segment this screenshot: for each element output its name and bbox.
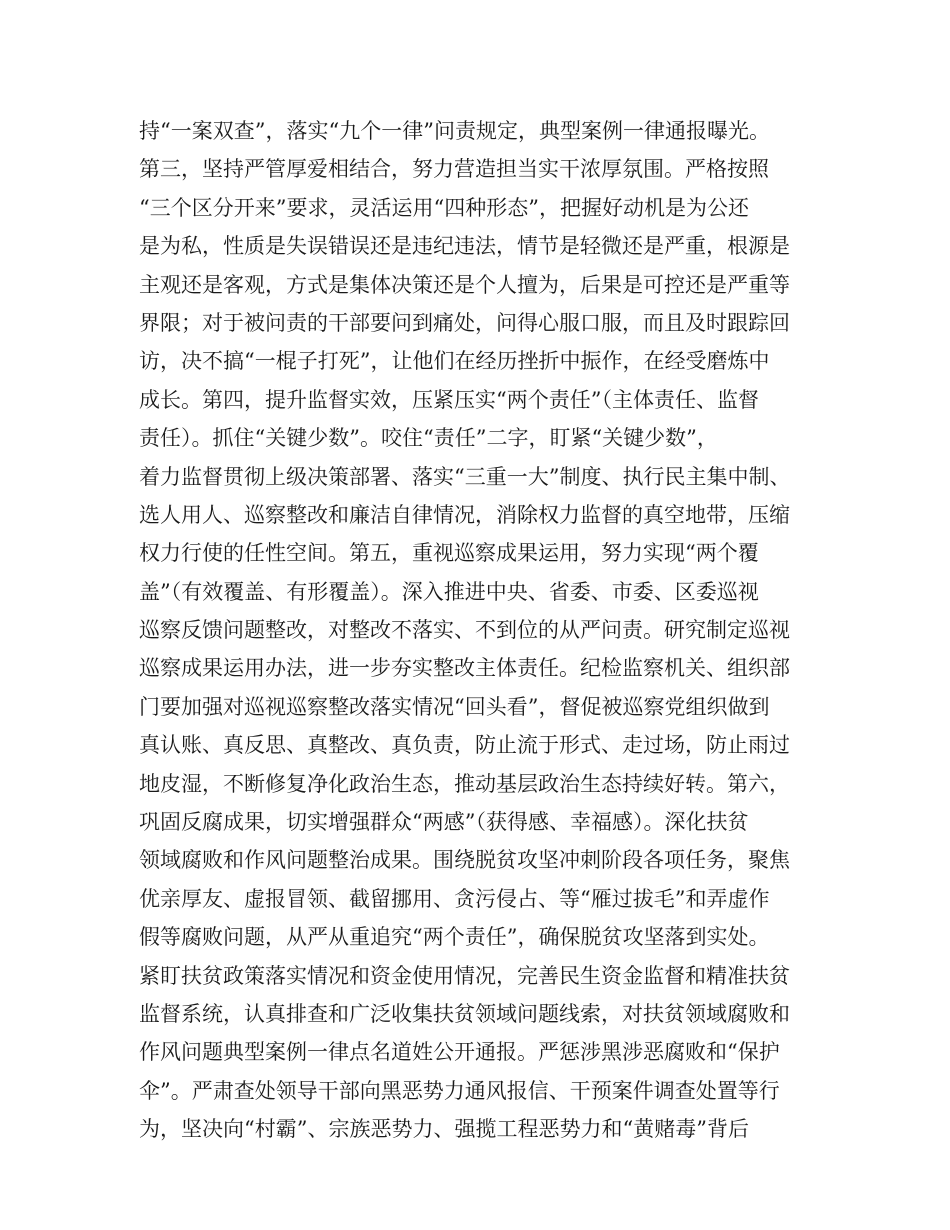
text-line: 为，坚决向“村霸”、宗族恶势力、强揽工程恶势力和“黄赌毒”背后 [139,1117,749,1142]
text-line: 主观还是客观，方式是集体决策还是个人擅为，后果是可控还是严重等 [139,272,790,297]
text-line: 成长。第四，提升监督实效，压紧压实“两个责任”（主体责任、监督 [139,387,759,412]
text-line: 门要加强对巡视巡察整改落实情况“回头看”，督促被巡察党组织做到 [139,694,770,719]
text-line: 作风问题典型案例一律点名道姓公开通报。严惩涉黑涉恶腐败和“保护 [139,1040,780,1065]
text-line: 紧盯扶贫政策落实情况和资金使用情况，完善民生资金监督和精准扶贫 [139,963,790,988]
text-line: 巡察反馈问题整改，对整改不落实、不到位的从严问责。研究制定巡视 [139,618,790,643]
text-line: 界限；对于被问责的干部要问到痛处，问得心服口服，而且及时跟踪回 [139,310,790,335]
text-line: 真认账、真反思、真整改、真负责，防止流于形式、走过场，防止雨过 [139,733,790,758]
text-line: “三个区分开来”要求，灵活运用“四种形态”，把握好动机是为公还 [139,195,749,220]
body-text [139,112,839,1149]
text-line: 访，决不搞“一棍子打死”，让他们在经历挫折中振作，在经受磨炼中 [139,349,770,374]
text-line: 着力监督贯彻上级决策部署、落实“三重一大”制度、执行民主集中制、 [139,464,791,489]
text-line: 优亲厚友、虚报冒领、截留挪用、贪污侵占、等“雁过拔毛”和弄虚作 [139,886,770,911]
text-line: 盖”（有效覆盖、有形覆盖）。深入推进中央、省委、市委、区委巡视 [139,579,759,604]
text-line: 权力行使的任性空间。第五，重视巡察成果运用，努力实现“两个覆 [139,541,759,566]
text-line: 选人用人、巡察整改和廉洁自律情况，消除权力监督的真空地带，压缩 [139,502,790,527]
text-line: 第三，坚持严管厚爱相结合，努力营造担当实干浓厚氛围。严格按照 [139,157,769,182]
text-line: 伞”。严肃查处领导干部向黑恶势力通风报信、干预案件调查处置等行 [139,1078,780,1103]
text-line: 是为私，性质是失误错误还是违纪违法，情节是轻微还是严重，根源是 [139,234,790,259]
text-line: 持“一案双查”，落实“九个一律”问责规定，典型案例一律通报曝光。 [139,119,770,143]
text-line: 领域腐败和作风问题整治成果。围绕脱贫攻坚冲刺阶段各项任务，聚焦 [139,848,790,873]
text-line: 巡察成果运用办法，进一步夯实整改主体责任。纪检监察机关、组织部 [139,656,790,681]
text-line: 假等腐败问题，从严从重追究“两个责任”，确保脱贫攻坚落到实处。 [139,925,770,950]
text-line: 监督系统，认真排查和广泛收集扶贫领域问题线索，对扶贫领域腐败和 [139,1001,790,1026]
text-line: 责任）。抓住“关键少数”。咬住“责任”二字，盯紧“关键少数”， [139,426,718,451]
text-line: 巩固反腐成果，切实增强群众“两感”（获得感、幸福感）。深化扶贫 [139,810,749,835]
text-line: 地皮湿，不断修复净化政治生态，推动基层政治生态持续好转。第六， [139,771,790,796]
